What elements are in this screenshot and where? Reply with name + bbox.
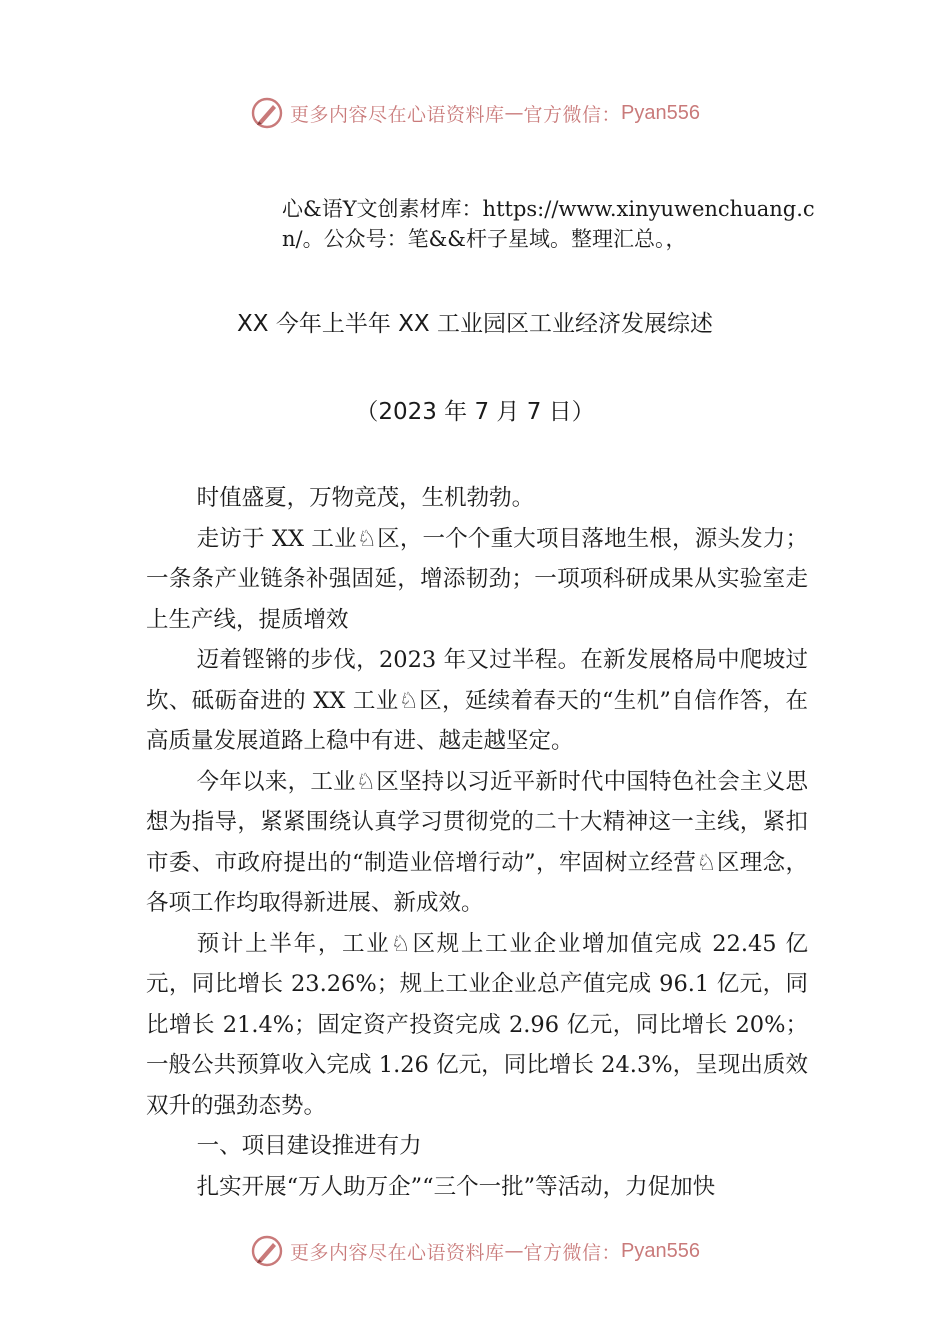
paragraph: 走访于 XX 工业♘区，一个个重大项目落地生根，源头发力；一条条产业链条补强固延，增添韧劲；一项项科研成果从实验室走上生产线，提质增效 [146,525,808,633]
paragraph: 扎实开展“万人助万企”“三个一批”等活动，力促加快 [196,1173,716,1200]
pen-logo-icon [250,96,284,130]
header-watermark [0,93,950,133]
watermark-separator: — [504,1240,524,1262]
watermark-id: Pyan556 [621,1239,700,1262]
pen-logo-icon [250,1234,284,1268]
document-title: XX 今年上半年 XX 工业园区工业经济发展综述 [237,311,713,337]
watermark-label: 官方微信： [523,103,622,126]
paragraph: 时值盛夏，万物竞茂，生机勃勃。 [196,485,535,511]
document-date: （2023 年 7 月 7 日） [355,399,595,425]
paragraph: 预计上半年，工业♘区规上工业企业增加值完成 22.45 亿元，同比增长 23.26%；规上工业企业总产值完成 96.1 亿元，同比增长 21.4%；固定资产投资完成 2.96 亿元，同比增长 20%；一般公共预算收入完成 1.26 亿元，同比增长 24.3%，呈现出质效双升的强劲态势。 [146,930,808,1119]
watermark-label: 官方微信： [523,1241,622,1264]
source-note: 心&语Y文创素材库：https://www.xinyuwenchuang.cn/。公众号：笔&&杆子星域。整理汇总。， [282,197,815,251]
paragraph: 今年以来，工业♘区坚持以习近平新时代中国特色社会主义思想为指导，紧紧围绕认真学习贯彻党的二十大精神这一主线，紧扣市委、市政府提出的“制造业倍增行动”，牢固树立经营♘区理念，各项工作均取得新进展、新成效。 [146,768,808,916]
watermark-text: 更多内容尽在心语资料库 [290,1241,505,1264]
watermark-text: 更多内容尽在心语资料库 [290,103,505,126]
section-heading: 一、项目建设推进有力 [196,1133,422,1159]
watermark-separator: — [504,102,524,124]
paragraph: 迈着铿锵的步伐，2023 年又过半程。在新发展格局中爬坡过坎、砥砺奋进的 XX 工业♘区，延续着春天的“生机”自信作答，在高质量发展道路上稳中有进、越走越坚定。 [146,647,808,754]
watermark-id: Pyan556 [621,101,700,124]
footer-watermark [0,1231,950,1271]
document-body [146,478,808,1207]
